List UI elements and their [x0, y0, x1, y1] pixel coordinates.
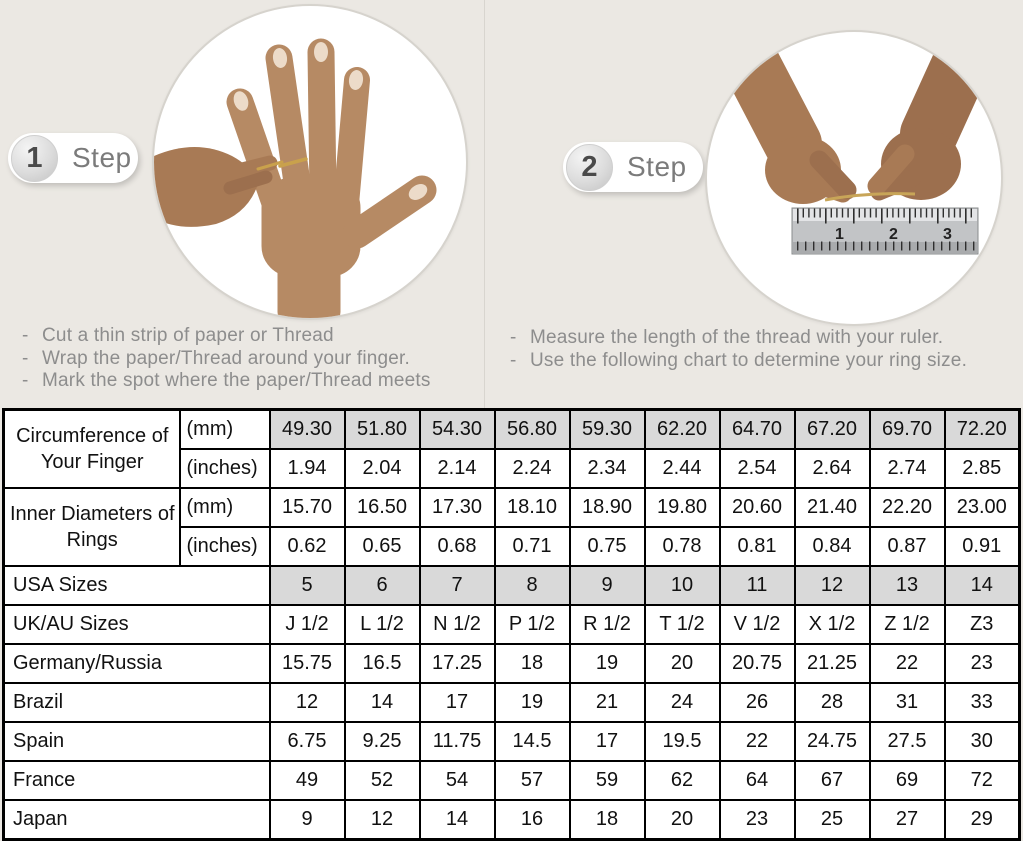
row-label: Japan: [4, 800, 270, 840]
size-cell: 0.65: [345, 527, 420, 566]
size-cell: 9: [270, 800, 345, 840]
table-row: [4, 644, 1020, 683]
size-cell: 12: [345, 800, 420, 840]
size-cell: 49: [270, 761, 345, 800]
size-cell: 21.25: [795, 644, 870, 683]
ruler-number-1: 1: [835, 226, 844, 243]
size-cell: 21: [570, 683, 645, 722]
instruction-line: - Use the following chart to determine your ring size.: [510, 349, 968, 371]
size-cell: 30: [945, 722, 1020, 761]
size-cell: 8: [495, 566, 570, 605]
size-cell: 16.5: [345, 644, 420, 683]
size-cell: 23: [720, 800, 795, 840]
size-cell: 54.30: [420, 410, 495, 450]
right-hand: [877, 46, 969, 200]
unit-label: (inches): [180, 527, 270, 566]
step1-instructions: [22, 325, 431, 393]
size-cell: 21.40: [795, 488, 870, 527]
left-hand: [745, 52, 847, 204]
step2-photo: [705, 30, 1003, 326]
size-cell: 15.70: [270, 488, 345, 527]
size-cell: N 1/2: [420, 605, 495, 644]
size-cell: 72.20: [945, 410, 1020, 450]
size-cell: 29: [945, 800, 1020, 840]
size-cell: 17.25: [420, 644, 495, 683]
table-row: [4, 488, 1020, 527]
size-cell: 7: [420, 566, 495, 605]
size-cell: 2.34: [570, 449, 645, 488]
size-cell: 6.75: [270, 722, 345, 761]
hands-measuring-ruler-illustration: [707, 32, 1001, 324]
size-cell: Z 1/2: [870, 605, 945, 644]
size-cell: 22: [720, 722, 795, 761]
row-label: Spain: [4, 722, 270, 761]
size-cell: 0.71: [495, 527, 570, 566]
ruler: [792, 208, 978, 254]
size-cell: 51.80: [345, 410, 420, 450]
size-cell: 52: [345, 761, 420, 800]
size-cell: 64: [720, 761, 795, 800]
size-cell: 28: [795, 683, 870, 722]
size-cell: 2.44: [645, 449, 720, 488]
size-cell: 18: [495, 644, 570, 683]
unit-label: (mm): [180, 488, 270, 527]
size-cell: 17: [420, 683, 495, 722]
size-cell: 11.75: [420, 722, 495, 761]
size-cell: L 1/2: [345, 605, 420, 644]
row-label: France: [4, 761, 270, 800]
size-cell: 0.87: [870, 527, 945, 566]
size-cell: 0.78: [645, 527, 720, 566]
size-cell: 2.14: [420, 449, 495, 488]
size-cell: 19: [495, 683, 570, 722]
size-cell: 69: [870, 761, 945, 800]
size-cell: 0.91: [945, 527, 1020, 566]
size-cell: Z3: [945, 605, 1020, 644]
size-cell: 9.25: [345, 722, 420, 761]
size-cell: 26: [720, 683, 795, 722]
size-cell: 18.90: [570, 488, 645, 527]
size-cell: 24: [645, 683, 720, 722]
size-cell: 2.74: [870, 449, 945, 488]
table-row: [4, 683, 1020, 722]
size-cell: 10: [645, 566, 720, 605]
size-cell: 59: [570, 761, 645, 800]
size-cell: 22.20: [870, 488, 945, 527]
size-cell: 62: [645, 761, 720, 800]
size-cell: 16.50: [345, 488, 420, 527]
size-cell: 23: [945, 644, 1020, 683]
instruction-line: - Measure the length of the thread with your ruler.: [510, 327, 944, 348]
size-cell: 19.80: [645, 488, 720, 527]
size-cell: 14.5: [495, 722, 570, 761]
table-row: [4, 605, 1020, 644]
step2-label: Step: [627, 151, 687, 182]
step1-photo: [152, 4, 468, 320]
step1-number: 1: [11, 135, 58, 182]
size-cell: P 1/2: [495, 605, 570, 644]
size-cell: 11: [720, 566, 795, 605]
size-cell: 14: [945, 566, 1020, 605]
instruction-line: - Cut a thin strip of paper or Thread: [22, 325, 334, 346]
size-cell: 12: [270, 683, 345, 722]
size-cell: 33: [945, 683, 1020, 722]
size-cell: 56.80: [495, 410, 570, 450]
size-cell: 14: [420, 800, 495, 840]
size-cell: 14: [345, 683, 420, 722]
table-row: [4, 566, 1020, 605]
step2-instructions: [510, 327, 967, 372]
size-cell: 67: [795, 761, 870, 800]
size-cell: J 1/2: [270, 605, 345, 644]
step1-label: Step: [72, 142, 132, 173]
size-cell: 20.75: [720, 644, 795, 683]
size-cell: 62.20: [645, 410, 720, 450]
size-cell: 72: [945, 761, 1020, 800]
size-cell: 24.75: [795, 722, 870, 761]
size-cell: R 1/2: [570, 605, 645, 644]
unit-label: (inches): [180, 449, 270, 488]
size-cell: 13: [870, 566, 945, 605]
size-cell: 0.62: [270, 527, 345, 566]
size-cell: 2.64: [795, 449, 870, 488]
size-cell: 64.70: [720, 410, 795, 450]
size-cell: 57: [495, 761, 570, 800]
size-cell: 49.30: [270, 410, 345, 450]
table-row: [4, 800, 1020, 840]
size-cell: 59.30: [570, 410, 645, 450]
unit-label: (mm): [180, 410, 270, 450]
table-row: [4, 761, 1020, 800]
size-cell: 17: [570, 722, 645, 761]
row-label: USA Sizes: [4, 566, 270, 605]
size-cell: 19.5: [645, 722, 720, 761]
size-cell: 17.30: [420, 488, 495, 527]
size-cell: 12: [795, 566, 870, 605]
size-cell: 18: [570, 800, 645, 840]
size-cell: X 1/2: [795, 605, 870, 644]
size-cell: 20: [645, 644, 720, 683]
size-cell: 2.54: [720, 449, 795, 488]
step2-badge: [563, 142, 703, 192]
step1-badge: [8, 133, 138, 183]
row-label: UK/AU Sizes: [4, 605, 270, 644]
size-cell: 5: [270, 566, 345, 605]
size-cell: 31: [870, 683, 945, 722]
row-group-label: Circumference of Your Finger: [4, 410, 180, 489]
size-cell: 15.75: [270, 644, 345, 683]
size-cell: 0.68: [420, 527, 495, 566]
size-cell: 25: [795, 800, 870, 840]
size-cell: 20: [645, 800, 720, 840]
size-cell: 0.81: [720, 527, 795, 566]
instruction-line: - Wrap the paper/Thread around your finger.: [22, 347, 411, 369]
ruler-number-2: 2: [889, 226, 898, 243]
size-cell: 2.04: [345, 449, 420, 488]
size-cell: 19: [570, 644, 645, 683]
step2-number: 2: [566, 144, 613, 191]
size-cell: 23.00: [945, 488, 1020, 527]
table-row: [4, 410, 1020, 450]
table-row: [4, 722, 1020, 761]
size-cell: 6: [345, 566, 420, 605]
size-cell: T 1/2: [645, 605, 720, 644]
size-cell: 16: [495, 800, 570, 840]
size-cell: 1.94: [270, 449, 345, 488]
panel-divider: [484, 0, 485, 408]
size-cell: 22: [870, 644, 945, 683]
size-cell: 9: [570, 566, 645, 605]
size-cell: 18.10: [495, 488, 570, 527]
row-label: Germany/Russia: [4, 644, 270, 683]
ring-size-conversion-table: [2, 408, 1021, 841]
size-cell: 67.20: [795, 410, 870, 450]
size-cell: 54: [420, 761, 495, 800]
hand-with-ring-illustration: [154, 6, 466, 318]
size-cell: 0.84: [795, 527, 870, 566]
size-cell: 2.24: [495, 449, 570, 488]
size-cell: 0.75: [570, 527, 645, 566]
size-cell: 69.70: [870, 410, 945, 450]
size-cell: 20.60: [720, 488, 795, 527]
row-label: Brazil: [4, 683, 270, 722]
size-cell: 27.5: [870, 722, 945, 761]
size-cell: V 1/2: [720, 605, 795, 644]
instruction-line: - Mark the spot where the paper/Thread meets: [22, 370, 431, 391]
size-cell: 2.85: [945, 449, 1020, 488]
size-cell: 27: [870, 800, 945, 840]
row-group-label: Inner Diameters of Rings: [4, 488, 180, 566]
ruler-number-3: 3: [943, 226, 952, 243]
